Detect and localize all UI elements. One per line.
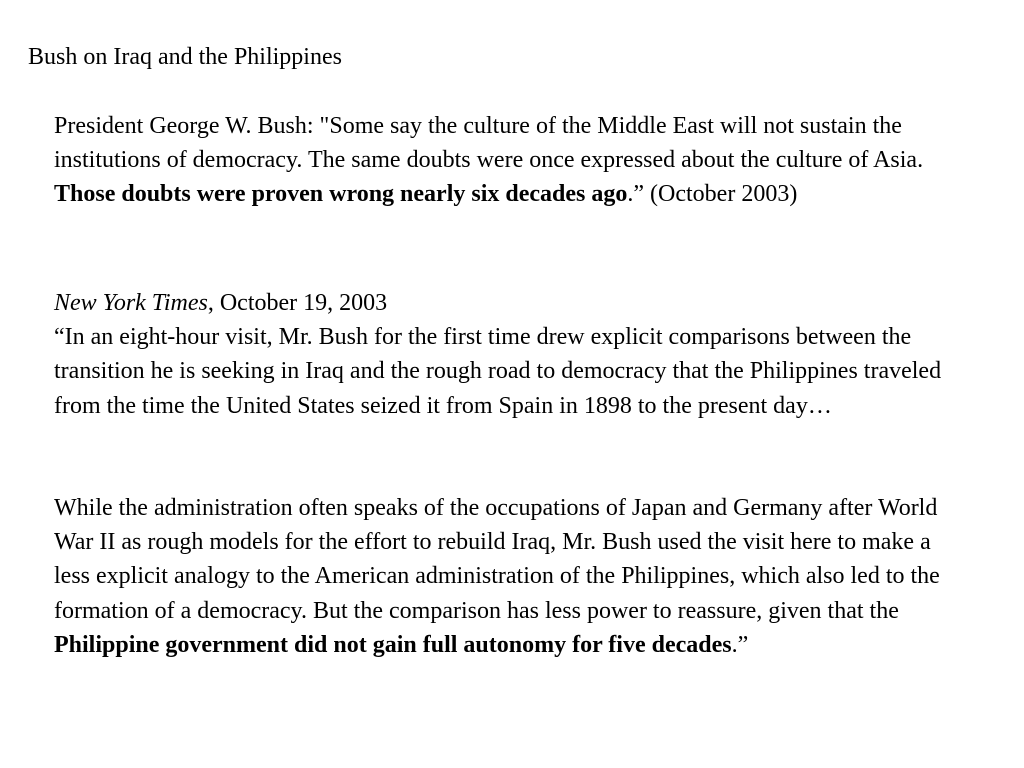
bush-quote-tail: .” (October 2003) xyxy=(627,181,798,208)
nyt-excerpt-paragraph xyxy=(54,286,959,423)
bush-quote-emphasis: Those doubts were proven wrong nearly six decades ago xyxy=(54,181,628,208)
nyt-analysis-emphasis: Philippine government did not gain full autonomy for five decades xyxy=(54,631,732,658)
page-title: Bush on Iraq and the Philippines xyxy=(28,44,342,70)
nyt-analysis-tail: .” xyxy=(731,631,749,658)
nyt-analysis-paragraph xyxy=(54,491,959,662)
bush-quote-paragraph xyxy=(54,109,959,212)
bush-quote-text: President George W. Bush: "Some say the culture of the Middle East will not sustain the institutions of democracy. The same doubts were once expressed about the culture of Asia. xyxy=(54,113,924,174)
source-date: , October 19, 2003 xyxy=(207,290,388,316)
nyt-analysis-text: While the administration often speaks of the occupations of Japan and Germany after World War II as rough models for the effort to rebuild Iraq, Mr. Bush used the visit here to make a less explicit analogy to the American administration of the Philippines, which also led to the formation of a democracy. But the comparison has less power to reassure, given that the xyxy=(54,495,940,624)
source-publication: New York Times xyxy=(54,290,208,316)
nyt-excerpt-text: “In an eight-hour visit, Mr. Bush for the first time drew explicit comparisons between the transition he is seeking in Iraq and the rough road to democracy that the Philippines traveled from the time the United States seized it from Spain in 1898 to the present day… xyxy=(54,324,942,419)
